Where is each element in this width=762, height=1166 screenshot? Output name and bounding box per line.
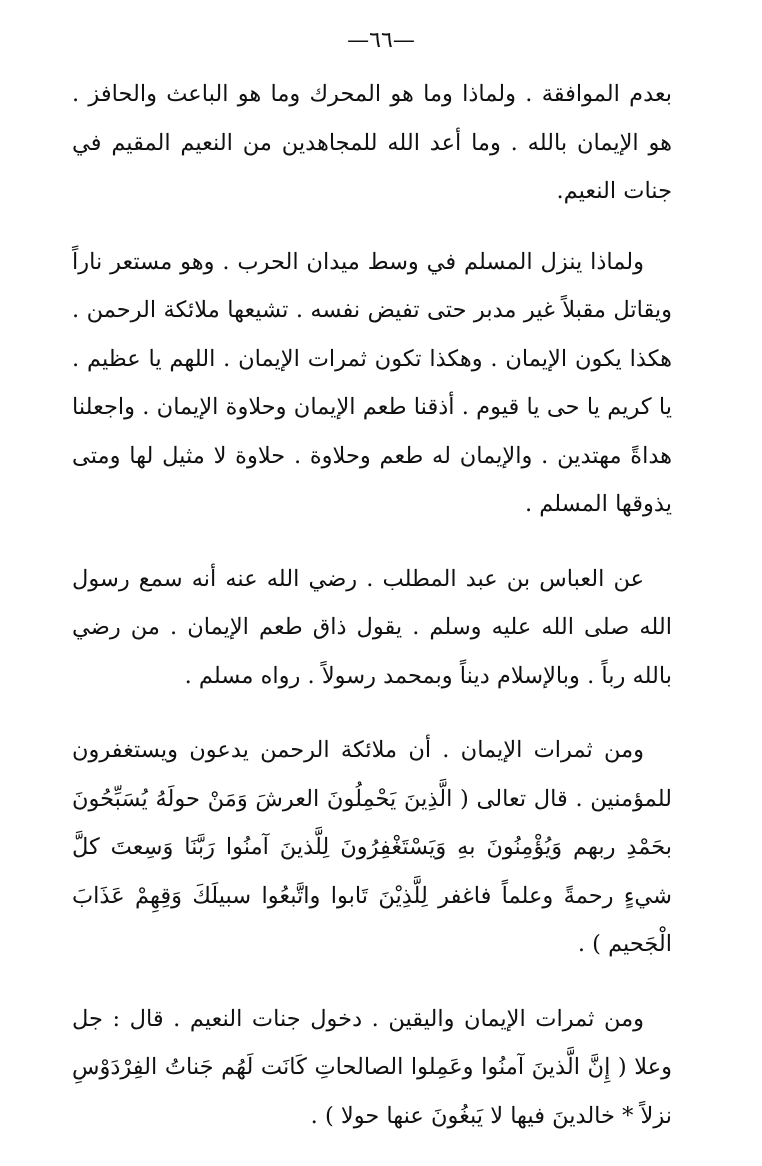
paragraph-5: ومن ثمرات الإيمان واليقين . دخول جنات النعيم . قال : جل وعلا ( إِنَّ الَّذينَ آمنُوا وعَمِلوا الصالحاتِ كَانَت لَهُم جَناتُ الفِرْدَوْسِ نزلاً * خالدينَ فيها لا يَبغُونَ عنها حولا ) . [72, 1005, 672, 1129]
paragraph-2: ولماذا ينزل المسلم في وسط ميدان الحرب . وهو مستعر ناراً ويقاتل مقبلاً غير مدبر حتى تفيض نفسه . تشيعها ملائكة الرحمن . هكذا يكون الإيمان . وهكذا تكون ثمرات الإيمان . اللهم يا عظيم . يا كريم يا حى يا قيوم . أذقنا طعم الإيمان وحلاوة الإيمان . واجعلنا هداةً مهتدين . والإيمان له طعم وحلاوة . حلاوة لا مثيل لها ومتى يذوقها المسلم . [72, 248, 672, 517]
paragraph-1: بعدم الموافقة . ولماذا وما هو المحرك وما هو الباعث والحافز . هو الإيمان بالله . وما أعد الله للمجاهدين من النعيم المقيم في جنات النعيم. [72, 81, 672, 204]
page-body [72, 70, 672, 1166]
paragraph-3: عن العباس بن عبد المطلب . رضي الله عنه أنه سمع رسول الله صلى الله عليه وسلم . يقول ذاق طعم الإيمان . من رضي بالله رباً . وبالإسلام ديناً وبمحمد رسولاً . رواه مسلم . [72, 565, 672, 689]
page-number: —٦٦— [347, 28, 415, 53]
paragraph-4: ومن ثمرات الإيمان . أن ملائكة الرحمن يدعون ويستغفرون للمؤمنين . قال تعالى ( الَّذِينَ يَحْمِلُونَ العرشَ وَمَنْ حولَهُ يُسَبِّحُونَ بحَمْدِ ربهم وَيُؤْمِنُونَ بهِ وَيَسْتَغْفِرُونَ لِلَّذينَ آمنُوا رَبَّنَا وَسِعتَ كلَّ شيءٍ رحمةً وعلماً فاغفر لِلَّذِيْنَ تَابوا واتَّبعُوا سبيلَكَ وَقِهِمْ عَذَابَ الْجَحيم ) . [72, 737, 672, 957]
